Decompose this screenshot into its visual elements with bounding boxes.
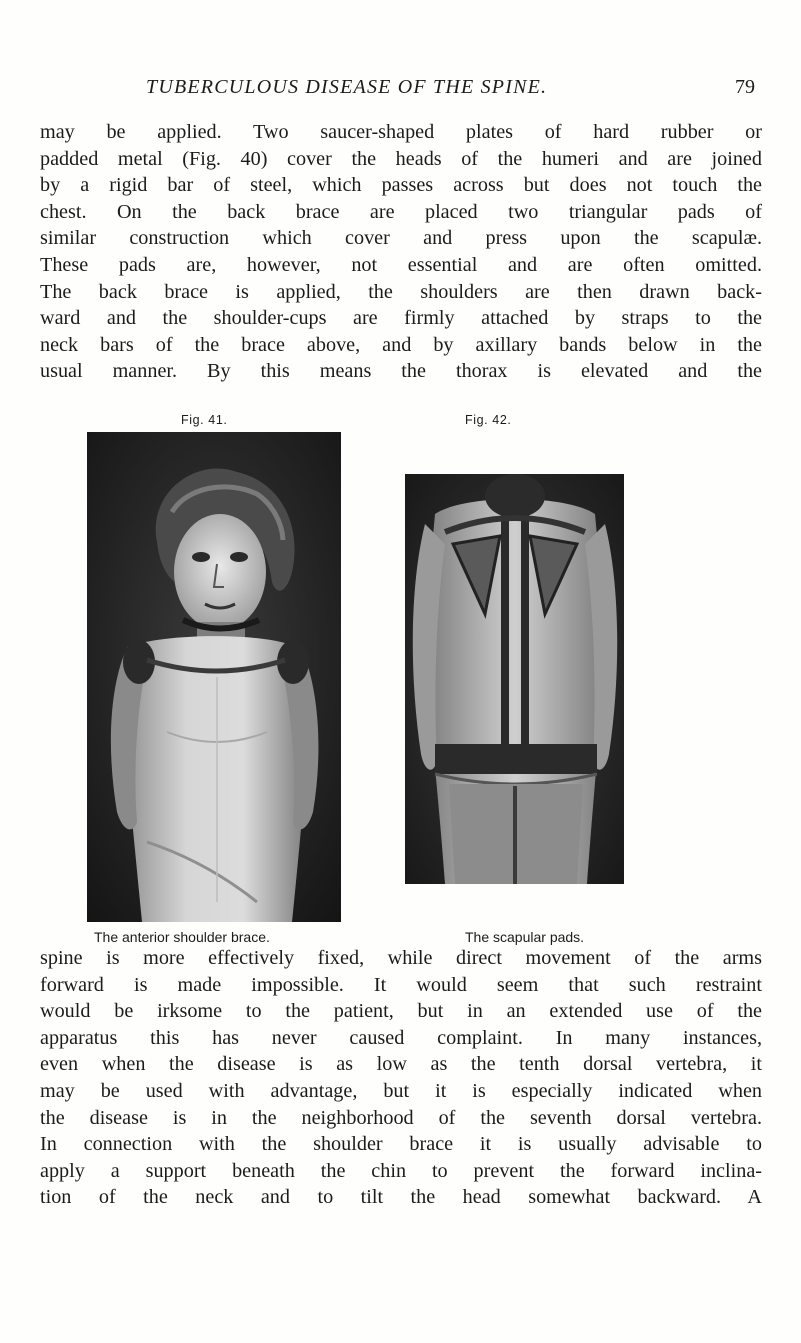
text-line: similar construction which cover and press upon the scapulæ.	[40, 227, 762, 250]
text-line: usual manner. By this means the thorax is elevated and the	[40, 360, 762, 383]
text-line: neck bars of the brace above, and by axillary bands below in the	[40, 333, 762, 356]
text-line: would be irksome to the patient, but in an extended use of the	[40, 1000, 762, 1023]
text-line: even when the disease is as low as the tenth dorsal vertebra, it	[40, 1053, 762, 1076]
running-title: TUBERCULOUS DISEASE OF THE SPINE.	[146, 76, 548, 98]
figure-42-caption: The scapular pads.	[465, 929, 585, 945]
text-line: may be used with advantage, but it is especially indicated when	[40, 1079, 762, 1102]
figure-41-label: Fig. 41.	[181, 413, 228, 427]
text-line: apparatus this has never caused complaint. In many instances,	[40, 1026, 762, 1049]
text-line: These pads are, however, not essential and are often omitted.	[40, 253, 762, 276]
text-line: padded metal (Fig. 40) cover the heads of the humeri and are joined	[40, 147, 762, 170]
figure-42-label: Fig. 42.	[465, 413, 512, 427]
text-line: by a rigid bar of steel, which passes across but does not touch the	[40, 174, 762, 197]
figure-41-photo	[87, 432, 341, 922]
text-line: In connection with the shoulder brace it is usually advisable to	[40, 1133, 762, 1156]
text-line: chest. On the back brace are placed two triangular pads of	[40, 200, 762, 223]
page-number: 79	[735, 76, 755, 98]
figure-41-illustration	[87, 432, 341, 922]
text-line: ward and the shoulder-cups are firmly attached by straps to the	[40, 307, 762, 330]
figure-42-photo	[405, 474, 624, 884]
text-line: tion of the neck and to tilt the head somewhat backward. A	[40, 1186, 762, 1209]
paragraph-bottom	[40, 945, 762, 1211]
text-line: The back brace is applied, the shoulders are then drawn back-	[40, 280, 762, 303]
text-line: spine is more effectively fixed, while direct movement of the arms	[40, 947, 762, 969]
text-line: forward is made impossible. It would seem that such restraint	[40, 973, 762, 996]
figure-42-illustration	[405, 474, 624, 884]
text-line: may be applied. Two saucer-shaped plates of hard rubber or	[40, 121, 762, 143]
text-line: apply a support beneath the chin to prevent the forward inclina-	[40, 1159, 762, 1182]
running-head	[40, 76, 760, 104]
text-line: the disease is in the neighborhood of the seventh dorsal vertebra.	[40, 1106, 762, 1129]
paragraph-top	[40, 119, 762, 385]
figure-41-caption: The anterior shoulder brace.	[94, 929, 270, 945]
